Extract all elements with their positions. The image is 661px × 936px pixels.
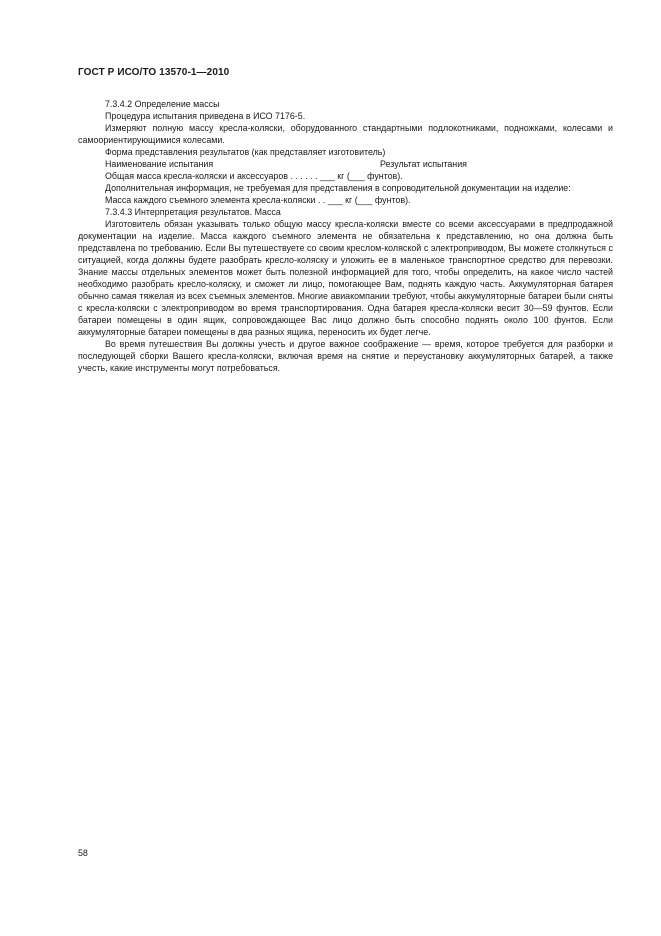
page-number: 58 <box>78 848 88 858</box>
section-heading-7342: 7.3.4.2 Определение массы <box>105 99 220 109</box>
form-title: Форма представления результатов (как представляет изготовитель) <box>105 147 386 157</box>
element-mass-line: Масса каждого съемного элемента кресла-коляски . . ___ кг (___ фунтов). <box>105 195 411 205</box>
measure-paragraph: Измеряют полную массу кресла-коляски, оборудованного стандартными подлокотниками, подножками, колесами и самоориентирующимися колесами. <box>78 123 613 145</box>
interpretation-paragraph-2: Во время путешествия Вы должны учесть и другое важное соображение — время, которое требуется для разборки и последующей сборки Вашего кресла-коляски, включая время на снятие и переустановку аккумуляторных батарей, а также учесть, какие инструменты могут потребоваться. <box>78 339 613 373</box>
column-test-result: Результат испытания <box>380 159 467 169</box>
column-test-name: Наименование испытания <box>105 159 214 169</box>
document-header: ГОСТ Р ИСО/ТО 13570-1—2010 <box>78 67 230 78</box>
total-mass-line: Общая масса кресла-коляски и аксессуаров . . . . . . ___ кг (___ фунтов). <box>105 171 403 181</box>
procedure-text: Процедура испытания приведена в ИСО 7176-5. <box>105 111 306 121</box>
additional-info-paragraph: Дополнительная информация, не требуемая для представления в сопроводительной документации на изделие: <box>105 183 571 193</box>
form-columns-row <box>78 158 613 170</box>
document-body <box>78 98 613 374</box>
section-heading-7343: 7.3.4.3 Интерпретация результатов. Масса <box>105 207 281 217</box>
interpretation-paragraph-1: Изготовитель обязан указывать только общую массу кресла-коляски вместе со всеми аксессуарами в предпродажной документации на изделие. Масса каждого съемного элемента не обязательна к представлению, но она должна быть представлена по требованию. Если Вы путешествуете со своим креслом-коляской с электроприводом, Вы можете столкнуться с ситуацией, когда должны будете разобрать кресло-коляску и уложить ее в маленькое транспортное средство для перевозки. Знание массы отдельных элементов может быть полезной информацией для того, чтобы определить, на какое число частей необходимо разобрать кресло-коляску, и сможет ли лицо, помогающее Вам, поднять каждую часть. Аккумуляторная батарея обычно самая тяжелая из всех съемных элементов. Многие авиакомпании требуют, чтобы аккумуляторные батареи были сняты с кресла-коляски с электроприводом во время транспортирования. Одна батарея кресла-коляски весит 30—59 фунтов. Если батареи помещены в один ящик, сопровождающее Вас лицо должно быть способно поднять около 100 фунтов. Если аккумуляторные батареи помещены в два разных ящика, переносить их будет легче. <box>78 219 613 337</box>
